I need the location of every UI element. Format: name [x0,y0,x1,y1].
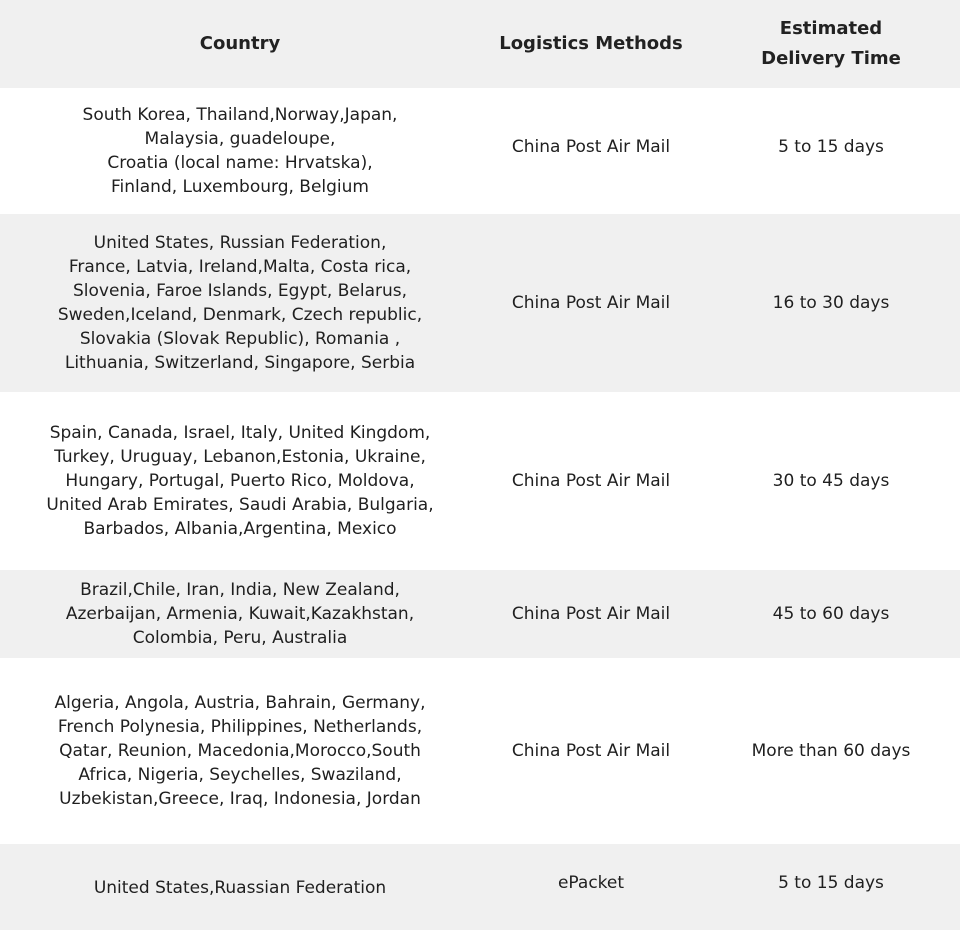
header-estimated-delivery-time: Estimated Delivery Time [761,18,901,69]
header-country: Country [199,33,281,54]
table-row [0,658,960,844]
table-row [0,844,960,930]
delivery-time: 5 to 15 days [778,873,884,893]
header-logistics-methods: Logistics Methods [499,33,683,54]
logistics-method: China Post Air Mail [511,293,671,313]
country-list: Algeria, Angola, Austria, Bahrain, Germany, French Polynesia, Philippines, Netherlands, Qatar, Reunion, Macedonia,Morocco,South Africa, Nigeria, Seychelles, Swaziland, Uzbekistan,Greece, Iraq, Indonesia, Jordan [54,693,426,809]
country-list: Brazil,Chile, Iran, India, New Zealand, Azerbaijan, Armenia, Kuwait,Kazakhstan, Colombia, Peru, Australia [65,580,415,648]
table-row [0,88,960,214]
delivery-time: More than 60 days [751,741,911,761]
table-header-row [0,0,960,88]
delivery-time: 16 to 30 days [772,293,890,313]
logistics-method: China Post Air Mail [511,471,671,491]
country-list: United States, Russian Federation, France, Latvia, Ireland,Malta, Costa rica, Slovenia, Faroe Islands, Egypt, Belarus, Sweden,Iceland, Denmark, Czech republic, Slovakia (Slovak Republic), Romania , Lithuania, Switzerland, Singapore, Serbia [57,233,423,373]
delivery-time: 5 to 15 days [778,137,884,157]
logistics-method: China Post Air Mail [511,137,671,157]
logistics-method: ePacket [557,873,625,893]
table-row [0,392,960,570]
country-list: United States,Ruassian Federation [93,878,387,898]
delivery-time: 30 to 45 days [772,471,890,491]
logistics-method: China Post Air Mail [511,741,671,761]
logistics-method: China Post Air Mail [511,604,671,624]
delivery-time: 45 to 60 days [772,604,890,624]
country-list: Spain, Canada, Israel, Italy, United Kingdom, Turkey, Uruguay, Lebanon,Estonia, Ukraine, Hungary, Portugal, Puerto Rico, Moldova, United Arab Emirates, Saudi Arabia, Bulgaria, Barbados, Albania,Argentina, Mexico [46,423,434,539]
table-row [0,570,960,658]
country-list: South Korea, Thailand,Norway,Japan, Malaysia, guadeloupe, Croatia (local name: Hrvatska), Finland, Luxembourg, Belgium [82,105,398,197]
table-row [0,214,960,392]
